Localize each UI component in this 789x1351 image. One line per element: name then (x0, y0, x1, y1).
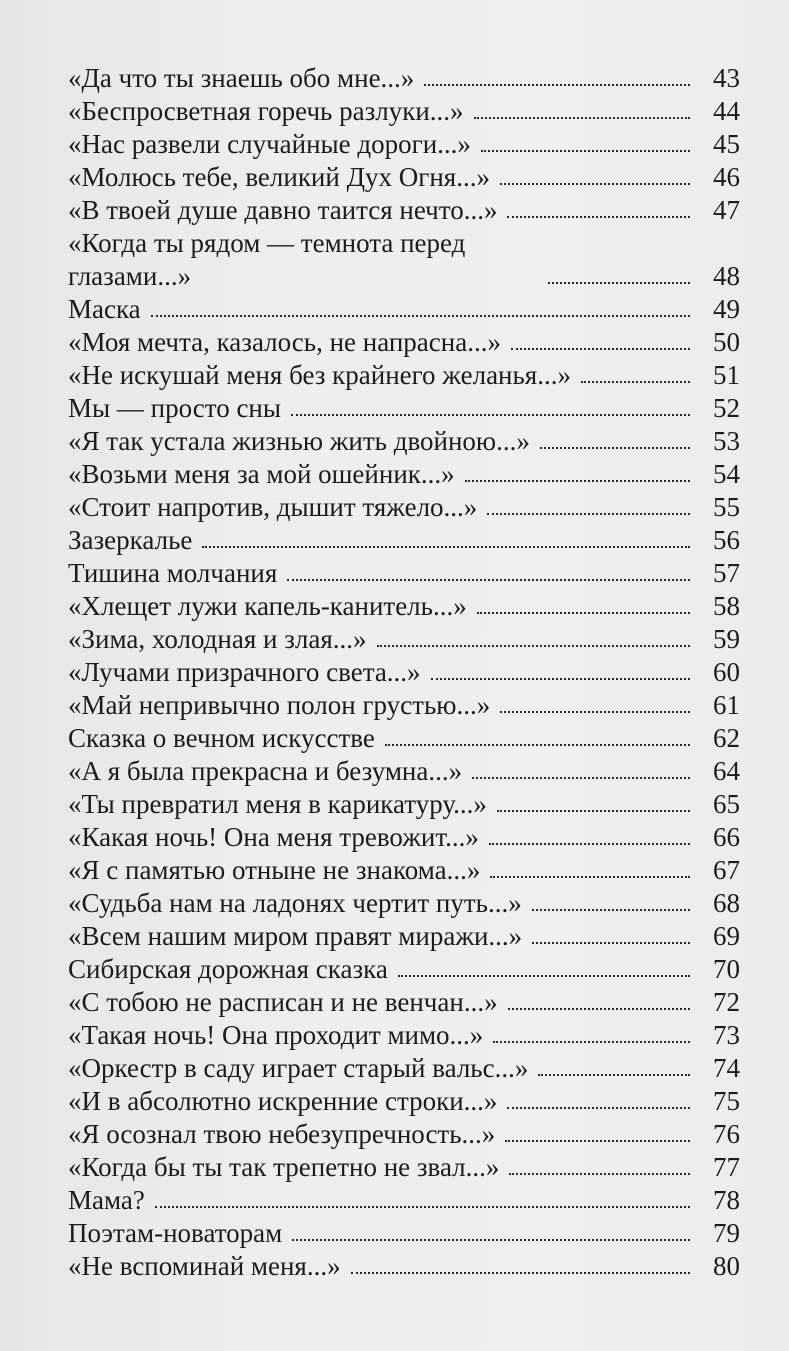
dot-leader (538, 1052, 690, 1085)
toc-entry-page: 45 (713, 129, 740, 159)
toc-entry-title: «Зима, холодная и злая...» (68, 624, 367, 654)
toc-entry-title: «Не вспоминай меня...» (68, 1251, 341, 1281)
toc-entry (68, 590, 740, 623)
toc-entry-page: 62 (713, 723, 740, 753)
toc-entry-title: «Да что ты знаешь обо мне...» (68, 63, 415, 93)
toc-entry-title: «А я была прекрасна и безумна...» (68, 756, 463, 786)
toc-entry-page: 61 (713, 690, 740, 720)
dot-leader (548, 260, 690, 293)
toc-entry-title: Сказка о вечном искусстве (68, 723, 375, 753)
toc-entry-title: «Май непривычно полон грустью...» (68, 690, 491, 720)
toc-entry-title: Мама? (68, 1185, 145, 1215)
toc-entry-page: 65 (713, 789, 740, 819)
toc-entry-page: 60 (713, 657, 740, 687)
toc-entry-title: «Молюсь тебе, великий Дух Огня...» (68, 162, 490, 192)
dot-leader (287, 557, 690, 590)
toc-entry (68, 1118, 740, 1151)
toc-entry (68, 1085, 740, 1118)
toc-entry (68, 1151, 740, 1184)
dot-leader (497, 788, 690, 821)
toc-entry (68, 854, 740, 887)
toc-entry (68, 524, 740, 557)
toc-entry-title: «Беспросветная горечь разлуки...» (68, 96, 464, 126)
toc-entry (68, 1184, 740, 1217)
dot-leader (505, 1118, 690, 1151)
toc-entry (68, 788, 740, 821)
toc-entry-page: 73 (713, 1020, 740, 1050)
toc-entry-page: 44 (713, 96, 740, 126)
toc-entry (68, 227, 740, 293)
toc-entry-page: 49 (713, 294, 740, 324)
toc-entry-page: 67 (713, 855, 740, 885)
toc-entry-title: Поэтам-новаторам (68, 1218, 283, 1248)
dot-leader (507, 1085, 690, 1118)
dot-leader (540, 425, 690, 458)
toc-entry-page: 58 (713, 591, 740, 621)
toc-entry (68, 755, 740, 788)
toc-entry (68, 1250, 740, 1283)
toc-entry-title: Зазеркалье (68, 525, 193, 555)
toc-entry-page: 51 (713, 360, 740, 390)
dot-leader (487, 491, 690, 524)
toc-entry (68, 821, 740, 854)
dot-leader (481, 128, 690, 161)
toc-entry-title: «Какая ночь! Она меня тревожит...» (68, 822, 479, 852)
toc-entry-title: «Нас развели случайные дороги...» (68, 129, 471, 159)
dot-leader (472, 755, 690, 788)
dot-leader (532, 887, 690, 920)
toc-entry-page: 56 (713, 525, 740, 555)
toc-entry-title: Мы — просто сны (68, 393, 282, 423)
dot-leader (490, 854, 690, 887)
dot-leader (292, 1217, 690, 1250)
toc-entry-page: 74 (713, 1053, 740, 1083)
dot-leader (500, 161, 690, 194)
dot-leader (507, 194, 690, 227)
toc-entry (68, 1217, 740, 1250)
toc-entry (68, 1052, 740, 1085)
toc-entry-title: «В твоей душе давно таится нечто...» (68, 195, 498, 225)
dot-leader (151, 293, 690, 326)
dot-leader (155, 1184, 690, 1217)
toc-entry-title: «Когда бы ты так трепетно не звал...» (68, 1152, 500, 1182)
dot-leader (465, 458, 690, 491)
toc-entry (68, 953, 740, 986)
toc-entry-title: «Стоит напротив, дышит тяжело...» (68, 492, 478, 522)
toc-entry-title: Тишина молчания (68, 558, 278, 588)
toc-entry-page: 64 (713, 756, 740, 786)
toc-entry-page: 54 (713, 459, 740, 489)
dot-leader (493, 1019, 690, 1052)
dot-leader (424, 62, 690, 95)
toc-entry-page: 46 (713, 162, 740, 192)
toc-entry-page: 80 (713, 1251, 740, 1281)
dot-leader (532, 920, 690, 953)
toc-entry-title: Маска (68, 294, 141, 324)
toc-entry-title: «Ты превратил меня в карикатуру...» (68, 789, 487, 819)
dot-leader (489, 821, 690, 854)
toc-entry-title: «С тобою не расписан и не венчан...» (68, 987, 498, 1017)
toc-entry-title: «Когда ты рядом — темнота перед глазами...» (68, 228, 466, 291)
toc-entry (68, 425, 740, 458)
toc-entry-page: 78 (713, 1185, 740, 1215)
toc-entry-title: «Я осознал твою небезупречность...» (68, 1119, 496, 1149)
toc-entry-page: 55 (713, 492, 740, 522)
toc-entry-page: 52 (713, 393, 740, 423)
dot-leader (398, 953, 690, 986)
dot-leader (581, 359, 690, 392)
toc-entry-page: 72 (713, 987, 740, 1017)
dot-leader (511, 326, 690, 359)
toc-entry-title: «И в абсолютно искренние строки...» (68, 1086, 498, 1116)
toc-entry (68, 1019, 740, 1052)
toc-entry (68, 920, 740, 953)
toc-entry-page: 75 (713, 1086, 740, 1116)
toc-entry (68, 161, 740, 194)
toc-entry (68, 887, 740, 920)
dot-leader (351, 1250, 690, 1283)
toc-entry (68, 458, 740, 491)
toc-entry (68, 62, 740, 95)
toc-entry-page: 69 (713, 921, 740, 951)
toc-entry (68, 95, 740, 128)
toc-entry-page: 70 (713, 954, 740, 984)
toc-entry (68, 557, 740, 590)
dot-leader (385, 722, 690, 755)
table-of-contents (68, 62, 740, 1283)
toc-entry-title: Сибирская дорожная сказка (68, 954, 388, 984)
toc-entry-page: 66 (713, 822, 740, 852)
dot-leader (202, 524, 690, 557)
toc-entry-title: «Не искушай меня без крайнего желанья...» (68, 360, 571, 390)
toc-entry-title: «Я с памятью отныне не знакома...» (68, 855, 481, 885)
toc-entry (68, 392, 740, 425)
toc-entry-page: 79 (713, 1218, 740, 1248)
toc-entry-page: 53 (713, 426, 740, 456)
toc-entry-page: 59 (713, 624, 740, 654)
toc-entry-page: 76 (713, 1119, 740, 1149)
dot-leader (500, 689, 690, 722)
toc-entry-title: «Такая ночь! Она проходит мимо...» (68, 1020, 484, 1050)
dot-leader (474, 95, 690, 128)
toc-entry-title: «Хлещет лужи капель-канитель...» (68, 591, 467, 621)
toc-entry (68, 128, 740, 161)
toc-entry (68, 491, 740, 524)
toc-entry (68, 359, 740, 392)
toc-entry-page: 47 (713, 195, 740, 225)
toc-entry-title: «Моя мечта, казалось, не напрасна...» (68, 327, 501, 357)
toc-entry-title: «Возьми меня за мой ошейник...» (68, 459, 455, 489)
dot-leader (509, 1151, 690, 1184)
toc-entry-page: 77 (713, 1152, 740, 1182)
dot-leader (377, 623, 690, 656)
toc-entry-page: 48 (713, 261, 740, 291)
dot-leader (508, 986, 690, 1019)
toc-entry (68, 722, 740, 755)
toc-entry (68, 656, 740, 689)
toc-entry-title: «Всем нашим миром правят миражи...» (68, 921, 523, 951)
toc-entry-page: 57 (713, 558, 740, 588)
toc-entry-page: 50 (713, 327, 740, 357)
toc-entry-page: 43 (713, 63, 740, 93)
toc-entry-page: 68 (713, 888, 740, 918)
toc-entry-title: «Лучами призрачного света...» (68, 657, 421, 687)
toc-entry-title: «Я так устала жизнью жить двойною...» (68, 426, 530, 456)
toc-entry-title: «Оркестр в саду играет старый вальс...» (68, 1053, 529, 1083)
dot-leader (431, 656, 690, 689)
dot-leader (477, 590, 690, 623)
toc-entry (68, 326, 740, 359)
toc-entry (68, 194, 740, 227)
toc-entry (68, 293, 740, 326)
toc-entry (68, 986, 740, 1019)
toc-entry (68, 623, 740, 656)
dot-leader (291, 392, 690, 425)
toc-entry-title: «Судьба нам на ладонях чертит путь...» (68, 888, 522, 918)
toc-entry (68, 689, 740, 722)
